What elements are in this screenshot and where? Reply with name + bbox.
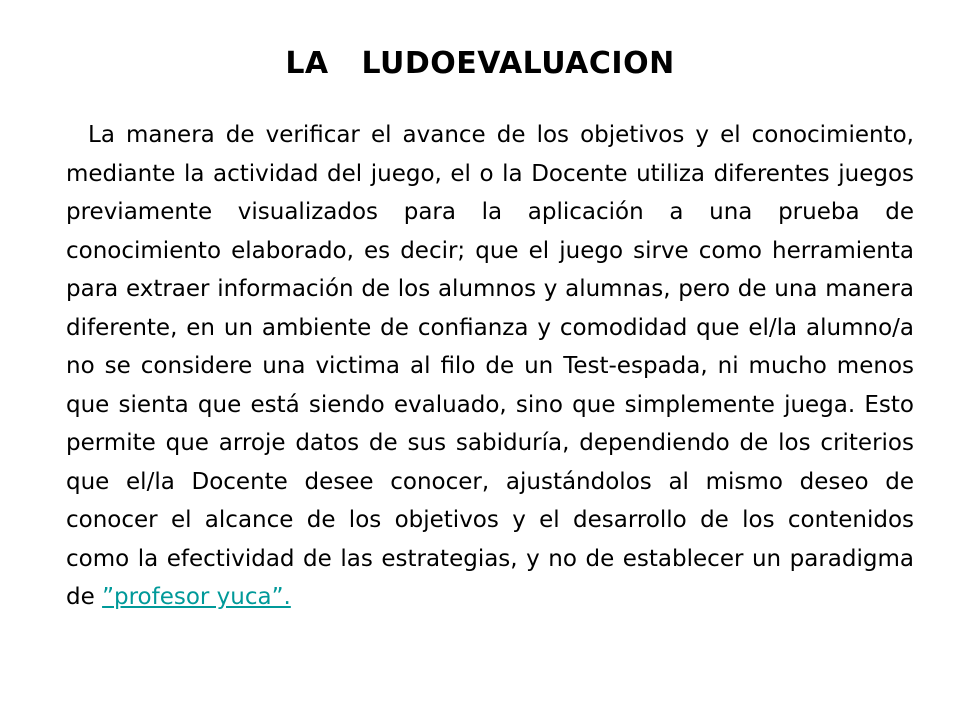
profesor-yuca-link[interactable]: ”profesor yuca”. — [102, 584, 291, 610]
body-paragraph — [66, 116, 914, 617]
slide-title: LA LUDOEVALUACION — [285, 46, 675, 81]
body-text: La manera de verificar el avance de los objetivos y el conocimiento, mediante la actividad del juego, el o la Docente utiliza diferentes juegos previamente visualizados para la aplicación a una prueba de conocimiento elaborado, es decir; que el juego sirve como herramienta para extraer información de los alumnos y alumnas, pero de una manera diferente, en un ambiente de confianza y comodidad que el/la alumno/a no se considere una victima al filo de un Test-espada, ni mucho menos que sienta que está siendo evaluado, sino que simplemente juega. Esto permite que arroje datos de sus sabiduría, dependiendo de los criterios que el/la Docente desee conocer, ajustándolos al mismo deseo de conocer el alcance de los objetivos y el desarrollo de los contenidos como la efectividad de las estrategias, y no de establecer un paradigma de — [66, 122, 914, 610]
